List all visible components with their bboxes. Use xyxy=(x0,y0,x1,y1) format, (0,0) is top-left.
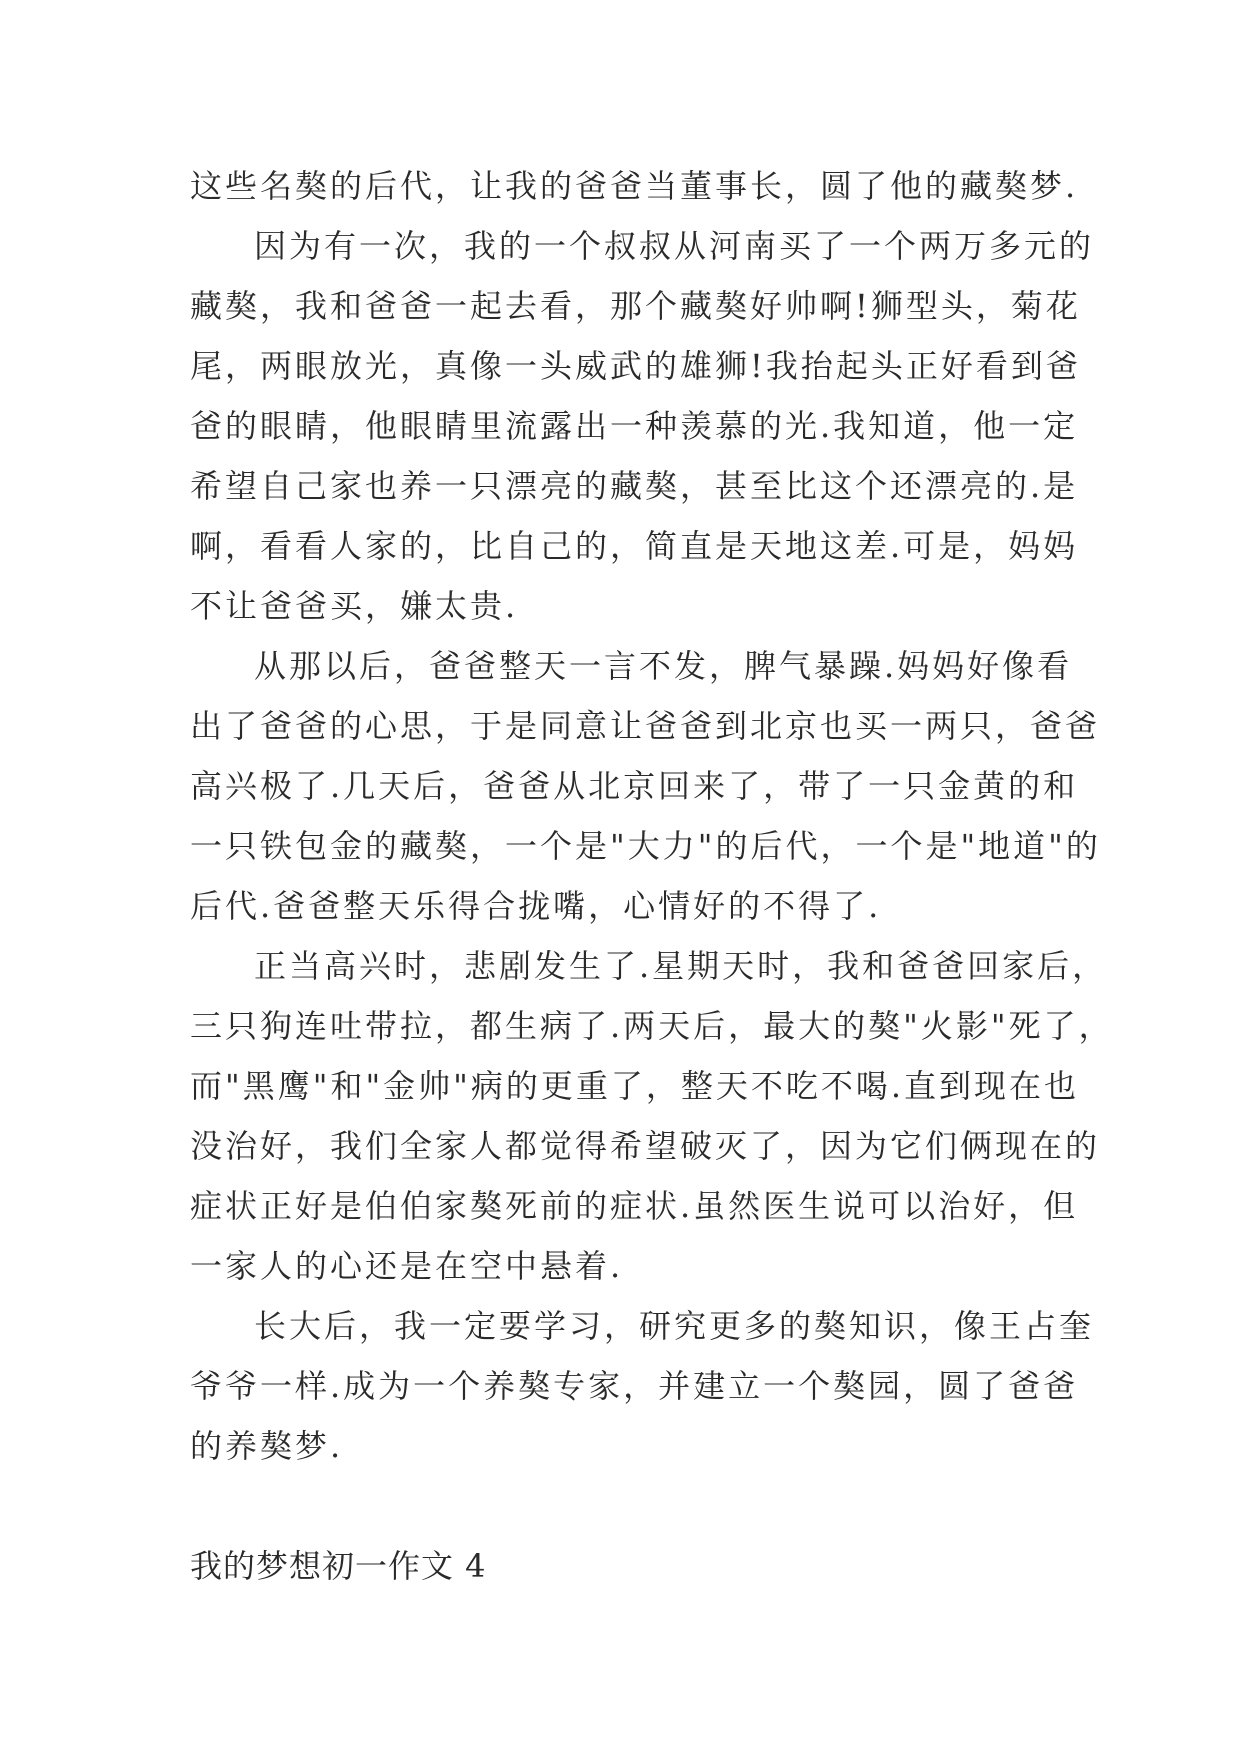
text-line: 而"黑鹰"和"金帅"病的更重了，整天不吃不喝.直到现在也 xyxy=(190,1067,1080,1105)
text-line: 啊，看看人家的，比自己的，简直是天地这差.可是，妈妈 xyxy=(190,527,1079,565)
text-line: 的养獒梦. xyxy=(190,1427,344,1465)
text-line: 一只铁包金的藏獒，一个是"大力"的后代，一个是"地道"的 xyxy=(190,827,1101,865)
paragraph-first-line: 长大后，我一定要学习，研究更多的獒知识，像王占奎 xyxy=(254,1307,1095,1345)
text-line: 爸的眼睛，他眼睛里流露出一种羡慕的光.我知道，他一定 xyxy=(190,407,1079,445)
text-line: 希望自己家也养一只漂亮的藏獒，甚至比这个还漂亮的.是 xyxy=(190,467,1079,505)
text-line: 三只狗连吐带拉，都生病了.两天后，最大的獒"火影"死了， xyxy=(190,1007,1114,1045)
text-line: 症状正好是伯伯家獒死前的症状.虽然医生说可以治好，但 xyxy=(190,1187,1079,1225)
paragraph-first-line: 因为有一次，我的一个叔叔从河南买了一个两万多元的 xyxy=(254,227,1095,265)
section-heading: 我的梦想初一作文 4 xyxy=(190,1547,487,1585)
text-line: 尾，两眼放光，真像一头威武的雄狮!我抬起头正好看到爸 xyxy=(190,347,1081,385)
text-line: 没治好，我们全家人都觉得希望破灭了，因为它们俩现在的 xyxy=(190,1127,1101,1165)
text-line: 爷爷一样.成为一个养獒专家，并建立一个獒园，圆了爸爸 xyxy=(190,1367,1079,1405)
text-line: 藏獒，我和爸爸一起去看，那个藏獒好帅啊!狮型头，菊花 xyxy=(190,287,1081,325)
text-line: 后代.爸爸整天乐得合拢嘴，心情好的不得了. xyxy=(190,887,882,925)
text-line: 一家人的心还是在空中悬着. xyxy=(190,1247,624,1285)
paragraph-first-line: 从那以后，爸爸整天一言不发，脾气暴躁.妈妈好像看 xyxy=(254,647,1073,685)
text-line: 这些名獒的后代，让我的爸爸当董事长，圆了他的藏獒梦. xyxy=(190,167,1079,205)
text-line: 不让爸爸买，嫌太贵. xyxy=(190,587,519,625)
text-line: 出了爸爸的心思，于是同意让爸爸到北京也买一两只，爸爸 xyxy=(190,707,1101,745)
text-line: 高兴极了.几天后，爸爸从北京回来了，带了一只金黄的和 xyxy=(190,767,1079,805)
paragraph-first-line: 正当高兴时，悲剧发生了.星期天时，我和爸爸回家后， xyxy=(254,947,1108,985)
